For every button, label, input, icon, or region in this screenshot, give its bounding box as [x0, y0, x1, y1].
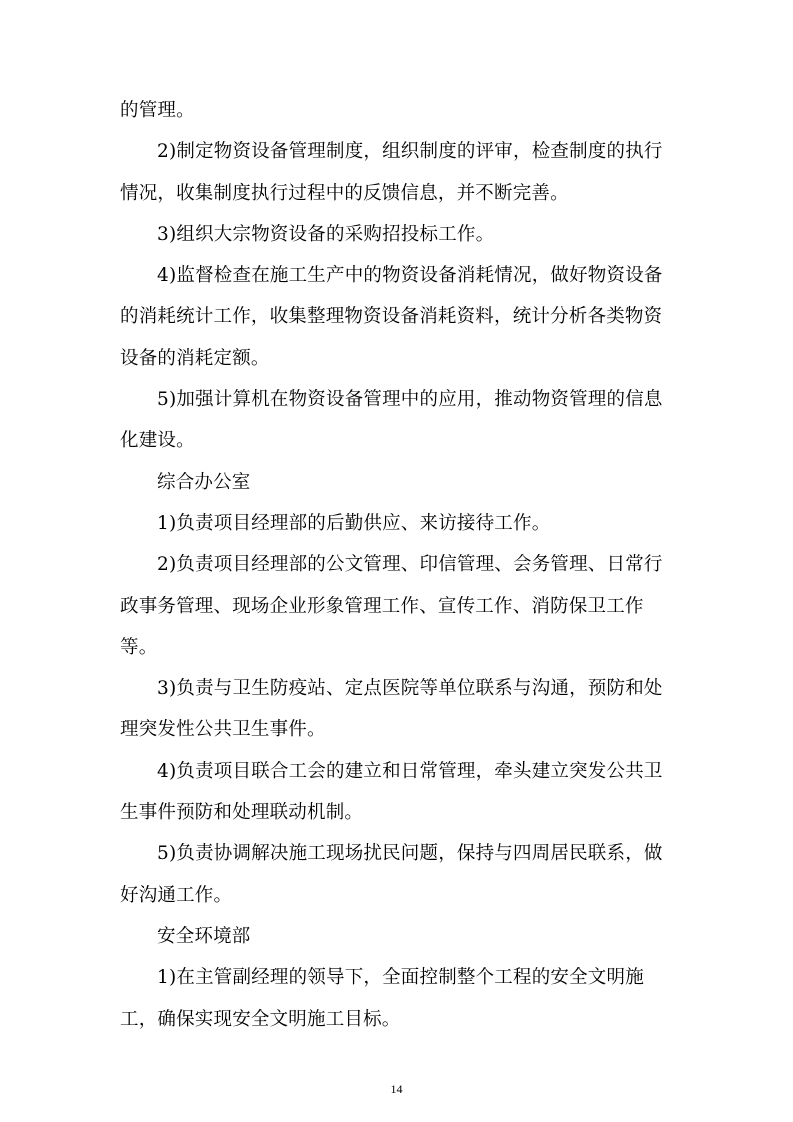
paragraph-7: 2)负责项目经理部的公文管理、印信管理、会务管理、日常行政事务管理、现场企业形象管理工作、宣传工作、消防保卫工作等。 — [120, 554, 663, 658]
document-body — [120, 90, 680, 1040]
section-heading-general-office: 综合办公室 — [157, 471, 251, 493]
paragraph-10: 5)负责协调解决施工现场扰民问题，保持与四周居民联系，做好沟通工作。 — [120, 843, 663, 906]
page-number: 14 — [390, 1082, 403, 1096]
paragraph-0: 的管理。 — [120, 100, 195, 121]
paragraph-9: 4)负责项目联合工会的建立和日常管理，牵头建立突发公共卫生事件预防和处理联动机制。 — [120, 760, 663, 824]
paragraph-3: 4)监督检查在施工生产中的物资设备消耗情况，做好物资设备的消耗统计工作，收集整理物资设备消耗资料，统计分析各类物资设备的消耗定额。 — [120, 265, 663, 369]
paragraph-6: 1)负责项目经理部的后勤供应、来访接待工作。 — [157, 512, 551, 534]
paragraph-2: 3)组织大宗物资设备的采购招投标工作。 — [157, 223, 495, 245]
paragraph-1: 2)制定物资设备管理制度，组织制度的评审，检查制度的执行情况，收集制度执行过程中的反馈信息，并不断完善。 — [120, 141, 663, 204]
paragraph-8: 3)负责与卫生防疫站、定点医院等单位联系与沟通，预防和处理突发性公共卫生事件。 — [120, 678, 663, 741]
paragraph-4: 5)加强计算机在物资设备管理中的应用，推动物资管理的信息化建设。 — [120, 389, 663, 452]
section-heading-safety-environment: 安全环境部 — [157, 925, 251, 947]
paragraph-12: 1)在主管副经理的领导下，全面控制整个工程的安全文明施工，确保实现安全文明施工目标。 — [120, 967, 644, 1030]
